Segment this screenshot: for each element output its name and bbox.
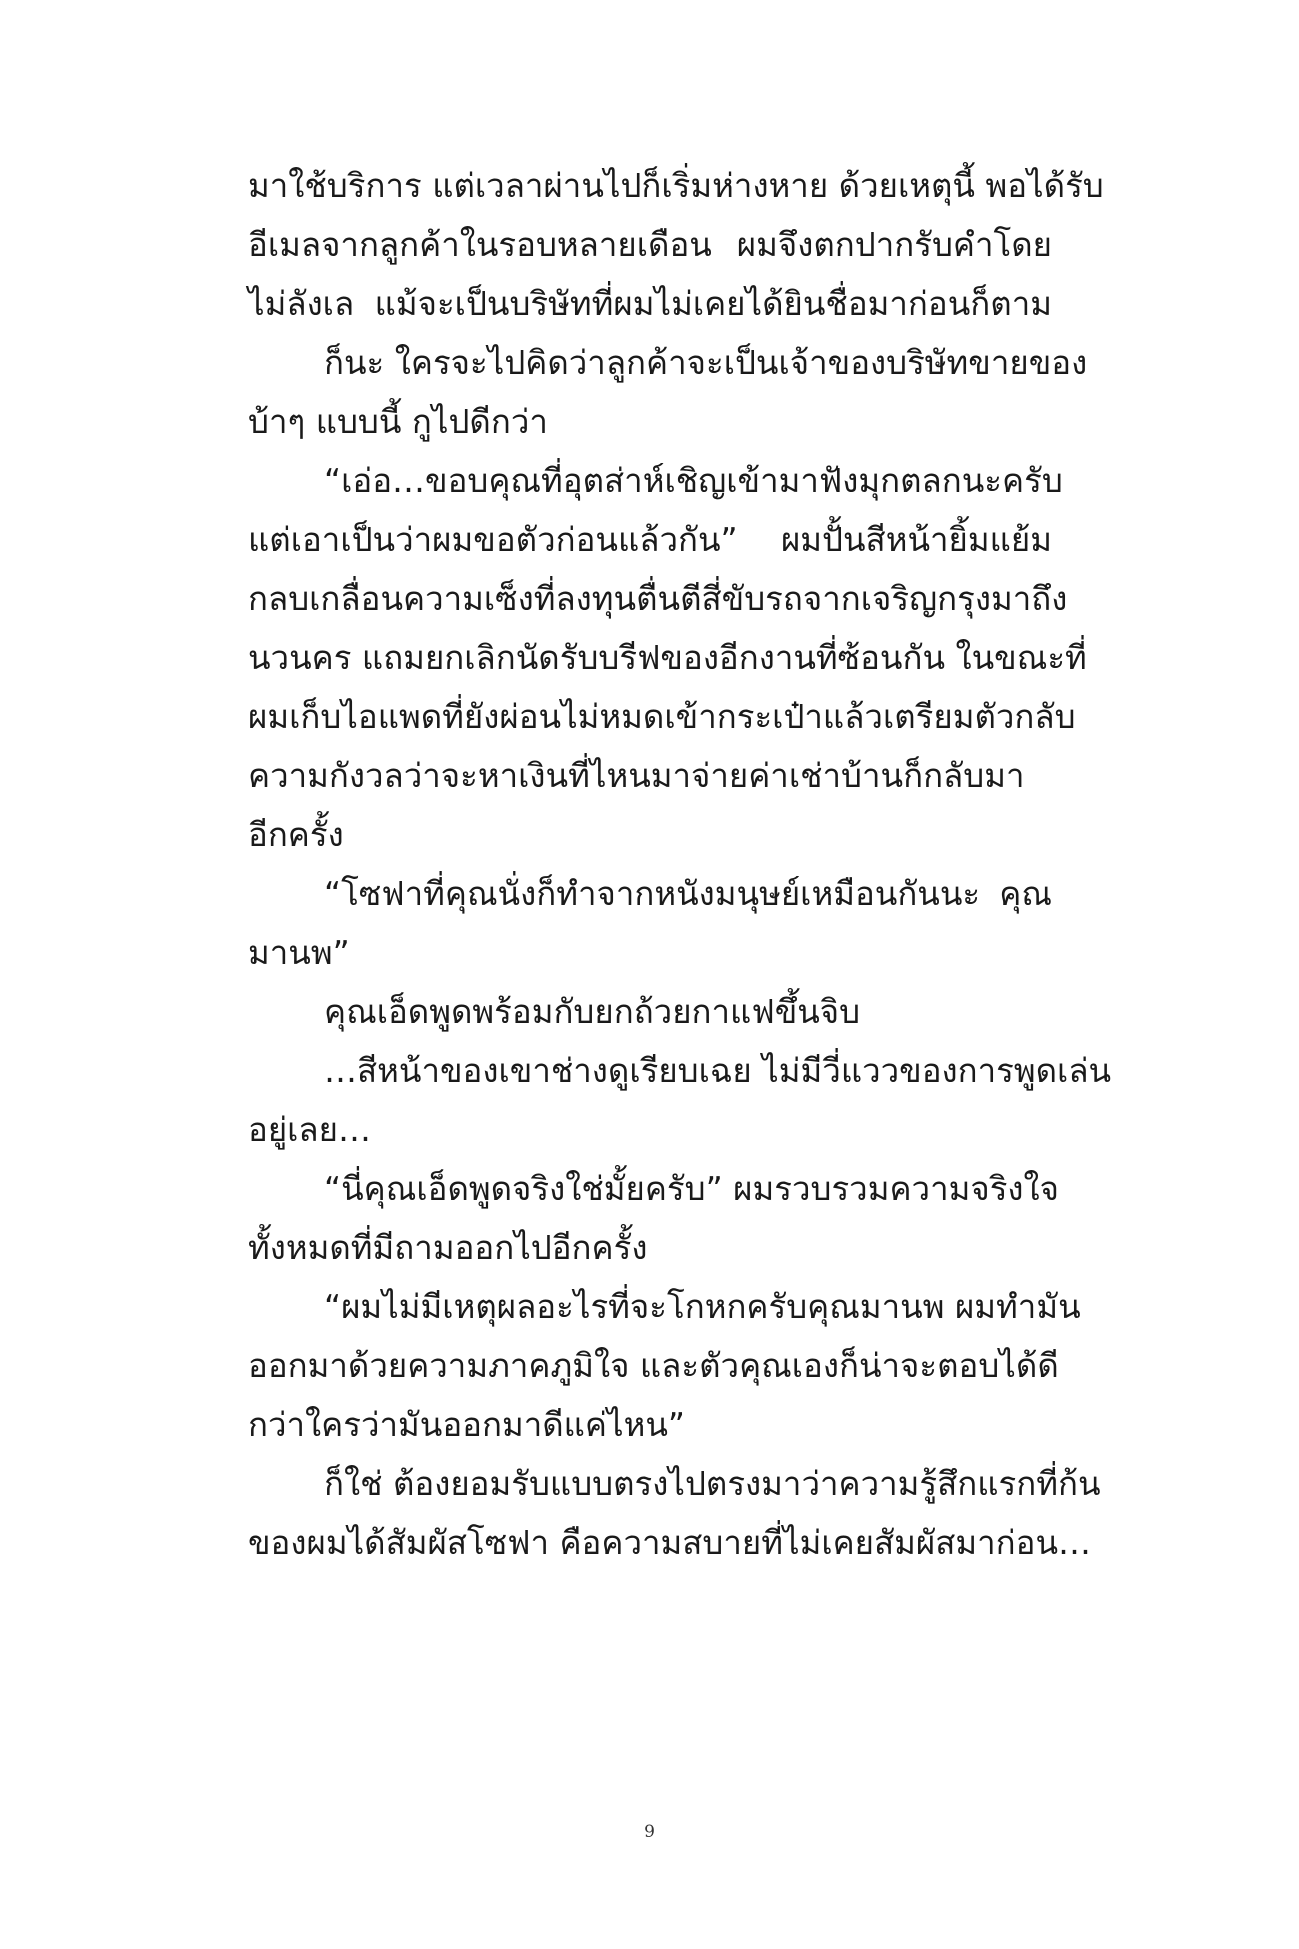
text-line: มาใช้บริการ แต่เวลาผ่านไปก็เริ่มห่างหาย ด้วยเหตุนี้ พอได้รับ <box>248 166 1104 205</box>
text-line: …สีหน้าของเขาช่างดูเรียบเฉย ไม่มีวี่แววของการพูดเล่น <box>324 1051 1112 1090</box>
text-line: นวนคร แถมยกเลิกนัดรับบรีฟของอีกงานที่ซ้อนกัน ในขณะที่ <box>248 638 1087 677</box>
text-line: ความกังวลว่าจะหาเงินที่ไหนมาจ่ายค่าเช่าบ้านก็กลับมา <box>248 756 1025 795</box>
text-line: ของผมได้สัมผัสโซฟา คือความสบายที่ไม่เคยสัมผัสมาก่อน… <box>248 1523 1092 1562</box>
text-line: “นี่คุณเอ็ดพูดจริงใช่มั้ยครับ” ผมรวบรวมความจริงใจ <box>324 1169 1059 1208</box>
text-line: ออกมาด้วยความภาคภูมิใจ และตัวคุณเองก็น่าจะตอบได้ดี <box>248 1346 1059 1385</box>
text-line: อีเมลจากลูกค้าในรอบหลายเดือน ผมจึงตกปากรับคำโดย <box>248 225 1052 264</box>
body-text <box>248 156 1112 1572</box>
text-line: แต่เอาเป็นว่าผมขอตัวก่อนแล้วกัน” ผมปั้นสีหน้ายิ้มแย้ม <box>248 520 1052 559</box>
text-line: ทั้งหมดที่มีถามออกไปอีกครั้ง <box>248 1228 648 1267</box>
text-line: “ผมไม่มีเหตุผลอะไรที่จะโกหกครับคุณมานพ ผมทำมัน <box>324 1287 1081 1326</box>
text-line: ไม่ลังเล แม้จะเป็นบริษัทที่ผมไม่เคยได้ยินชื่อมาก่อนก็ตาม <box>248 284 1052 323</box>
text-line: กว่าใครว่ามันออกมาดีแค่ไหน” <box>248 1405 686 1444</box>
text-line: กลบเกลื่อนความเซ็งที่ลงทุนตื่นตีสี่ขับรถจากเจริญกรุงมาถึง <box>248 579 1068 618</box>
text-line: อยู่เลย… <box>248 1110 371 1149</box>
text-line: คุณเอ็ดพูดพร้อมกับยกถ้วยกาแฟขึ้นจิบ <box>324 992 861 1031</box>
page-number: 9 <box>644 1822 655 1842</box>
text-line: “เอ่อ…ขอบคุณที่อุตส่าห์เชิญเข้ามาฟังมุกตลกนะครับ <box>324 461 1063 500</box>
text-line: มานพ” <box>248 933 350 972</box>
text-line: ผมเก็บไอแพดที่ยังผ่อนไม่หมดเข้ากระเป๋าแล้วเตรียมตัวกลับ <box>248 697 1076 736</box>
text-line: “โซฟาที่คุณนั่งก็ทำจากหนังมนุษย์เหมือนกันนะ คุณ <box>324 874 1052 913</box>
text-line: ก็ใช่ ต้องยอมรับแบบตรงไปตรงมาว่าความรู้สึกแรกที่ก้น <box>324 1464 1101 1503</box>
text-line: อีกครั้ง <box>248 815 344 854</box>
text-line: ก็นะ ใครจะไปคิดว่าลูกค้าจะเป็นเจ้าของบริษัทขายของ <box>324 343 1088 382</box>
text-line: บ้าๆ แบบนี้ กูไปดีกว่า <box>248 402 548 441</box>
